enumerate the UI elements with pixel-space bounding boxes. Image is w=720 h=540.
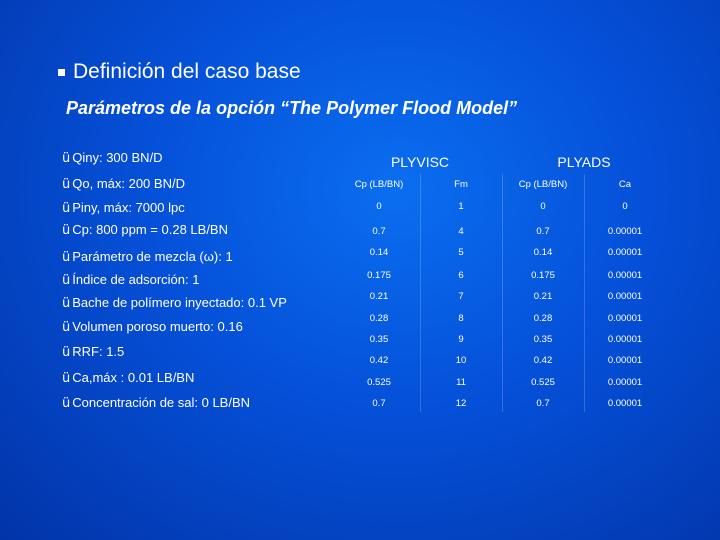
- parameter-item: [62, 370, 194, 386]
- checkmark-icon: ü: [62, 296, 71, 311]
- column-header: Cp (LB/BN): [518, 179, 568, 190]
- table-cell: 5: [458, 247, 464, 258]
- table-cell: 0.7: [372, 398, 386, 409]
- parameter-text: RRF: 1.5: [72, 344, 125, 359]
- column-header: Fm: [454, 179, 468, 190]
- parameter-item: [62, 222, 228, 238]
- parameter-item: [62, 200, 185, 216]
- table-cell: 0.42: [369, 355, 389, 366]
- table-cell: 10: [455, 355, 467, 366]
- table-cell: 0.7: [372, 226, 386, 237]
- table-cell: 0.00001: [607, 377, 643, 388]
- checkmark-icon: ü: [62, 371, 71, 386]
- parameter-item: [62, 295, 287, 311]
- parameter-text: Ca,máx : 0.01 LB/BN: [72, 370, 195, 385]
- parameter-text: Índice de adsorción: 1: [72, 272, 200, 287]
- slide-subtitle: Parámetros de la opción “The Polymer Flood Model”: [66, 98, 518, 118]
- table-cell: 0.525: [367, 377, 391, 388]
- table-cell: 0.42: [533, 355, 553, 366]
- checkmark-icon: ü: [62, 223, 71, 238]
- table-cell: 0.7: [536, 398, 550, 409]
- table-cell: 0.14: [533, 247, 553, 258]
- table-cell: 11: [456, 377, 466, 388]
- parameter-item: [62, 272, 199, 288]
- parameter-item: [62, 344, 124, 360]
- table-cell: 4: [458, 226, 464, 237]
- table-cell: 0.00001: [607, 291, 643, 302]
- checkmark-icon: ü: [62, 320, 71, 335]
- table-cell: 0.28: [533, 313, 553, 324]
- checkmark-icon: ü: [62, 177, 71, 192]
- parameter-item: [62, 176, 185, 192]
- parameter-item: [62, 249, 233, 265]
- parameter-text: Parámetro de mezcla (ω): 1: [72, 249, 233, 264]
- table-cell: 0.28: [369, 313, 389, 324]
- table-cell: 0.7: [536, 226, 550, 237]
- plyvisc-header: PLYVISC: [390, 154, 450, 170]
- table-cell: 0.00001: [607, 398, 643, 409]
- checkmark-icon: ü: [62, 345, 71, 360]
- table-cell: 0.35: [369, 334, 389, 345]
- table-cell: 12: [455, 398, 467, 409]
- checkmark-icon: ü: [62, 396, 71, 411]
- table-cell: 0.14: [369, 247, 389, 258]
- table-cell: 0: [622, 201, 628, 212]
- table-cell: 0.00001: [607, 355, 643, 366]
- table-cell: 0: [540, 201, 546, 212]
- parameter-item: [62, 319, 243, 335]
- column-header: Cp (LB/BN): [354, 179, 404, 190]
- table-cell: 0.00001: [607, 247, 643, 258]
- table-cell: 0.175: [531, 270, 555, 281]
- parameter-text: Concentración de sal: 0 LB/BN: [72, 395, 251, 410]
- table-cell: 0.00001: [607, 270, 643, 281]
- parameter-text: Bache de polímero inyectado: 0.1 VP: [72, 295, 287, 310]
- parameter-text: Volumen poroso muerto: 0.16: [72, 319, 243, 334]
- checkmark-icon: ü: [62, 151, 71, 166]
- checkmark-icon: ü: [62, 273, 71, 288]
- column-header: Ca: [618, 179, 632, 190]
- square-bullet-icon: [58, 69, 65, 76]
- parameter-text: Cp: 800 ppm = 0.28 LB/BN: [72, 222, 228, 237]
- table-cell: 0: [376, 201, 382, 212]
- parameter-text: Piny, máx: 7000 lpc: [72, 200, 185, 215]
- table-cell: 0.00001: [607, 313, 643, 324]
- table-cell: 7: [458, 291, 464, 302]
- table-cell: 0.21: [369, 291, 389, 302]
- checkmark-icon: ü: [62, 201, 71, 216]
- table-cell: 9: [458, 334, 464, 345]
- slide-title: Definición del caso base: [73, 60, 301, 83]
- table-cell: 1: [458, 201, 464, 212]
- parameter-item: [62, 395, 250, 411]
- table-cell: 6: [458, 270, 464, 281]
- checkmark-icon: ü: [62, 250, 71, 265]
- table-cell: 0.21: [533, 291, 553, 302]
- parameter-text: Qiny: 300 BN/D: [72, 150, 163, 165]
- table-cell: 0.00001: [607, 226, 643, 237]
- plyads-header: PLYADS: [557, 154, 611, 170]
- parameter-text: Qo, máx: 200 BN/D: [72, 176, 185, 191]
- table-cell: 0.35: [533, 334, 553, 345]
- slide-title-row: [58, 60, 301, 84]
- parameter-item: [62, 150, 163, 166]
- table-cell: 0.525: [531, 377, 555, 388]
- table-cell: 0.00001: [607, 334, 643, 345]
- table-cell: 0.175: [367, 270, 391, 281]
- table-cell: 8: [458, 313, 464, 324]
